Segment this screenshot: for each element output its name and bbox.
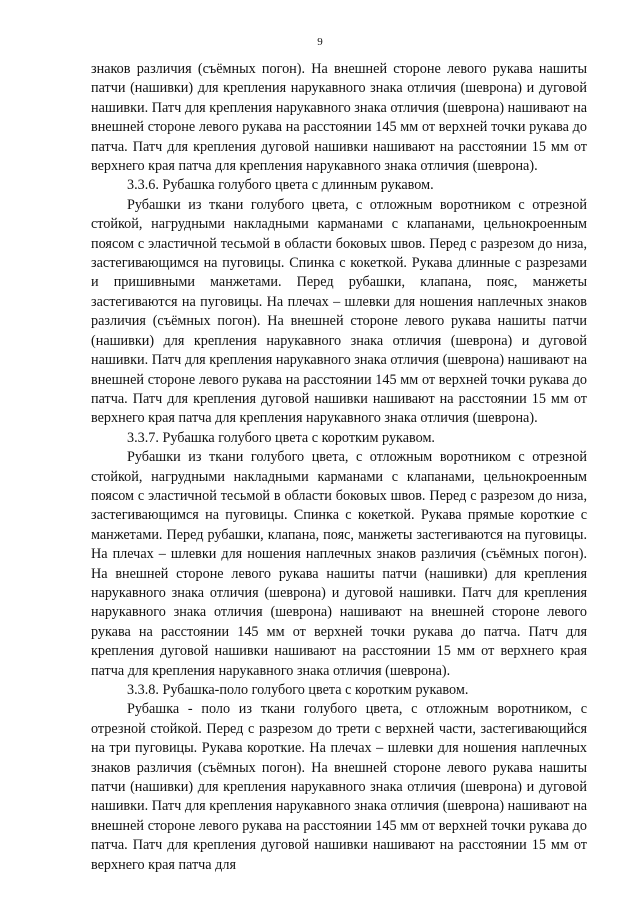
paragraph-continuation: знаков различия (съёмных погон). На внешней стороне левого рукава нашиты патчи (нашивки) для крепления нарукавного знака отличия (шеврона) и дуговой нашивки. Патч для крепления нарукавного знака отличия (шеврона) нашивают на внешней стороне левого рукава на расстоянии 145 мм от верхней точки рукава до патча. Патч для крепления дуговой нашивки нашивают на расстоянии 15 мм от верхнего края патча для крепления нарукавного знака отличия (шеврона). (91, 61, 587, 175)
section-heading-3-3-8: 3.3.8. Рубашка-поло голубого цвета с коротким рукавом. (127, 682, 469, 698)
paragraph-short-sleeve-shirt: Рубашки из ткани голубого цвета, с отложным воротником с отрезной стойкой, нагрудными накладными карманами с клапанами, цельнокроенным поясом с эластичной тесьмой в области боковых швов. Перед с разрезом до низа, застегивающимся на пуговицы. Спинка с кокеткой. Рукава прямые короткие с манжетами. Перед рубашки, клапана, пояс, манжеты застегиваются на пуговицы. На плечах – шлевки для ношения наплечных знаков различия (съёмных погон). На внешней стороне левого рукава нашиты патчи (нашивки) для крепления нарукавного знака отличия (шеврона) и дуговой нашивки. Патч для крепления нарукавного знака отличия (шеврона) нашивают на внешней стороне левого рукава на расстоянии 145 мм от верхней точки рукава до патча. Патч для крепления дуговой нашивки нашивают на расстоянии 15 мм от верхнего края патча для крепления нарукавного знака отличия (шеврона). (91, 449, 587, 679)
section-heading-3-3-6: 3.3.6. Рубашка голубого цвета с длинным рукавом. (127, 177, 434, 194)
paragraph-long-sleeve-shirt: Рубашки из ткани голубого цвета, с отложным воротником с отрезной стойкой, нагрудными накладными карманами с клапанами, цельнокроенным поясом с эластичной тесьмой в области боковых швов. Перед с разрезом до низа, застегивающимся на пуговицы. Спинка с кокеткой. Рукава длинные с разрезами и пришивными манжетами. Перед рубашки, клапана, пояс, манжеты застегиваются на пуговицы. На плечах – шлевки для ношения наплечных знаков различия (съёмных погон). На внешней стороне левого рукава нашиты патчи (нашивки) для крепления нарукавного знака отличия (шеврона) и дуговой нашивки. Патч для крепления нарукавного знака отличия (шеврона) нашивают на внешней стороне левого рукава на расстоянии 145 мм от верхней точки рукава до патча. Патч для крепления дуговой нашивки нашивают на расстоянии 15 мм от верхнего края патча для крепления нарукавного знака отличия (шеврона). (91, 196, 587, 427)
document-body (91, 60, 587, 875)
page-number: 9 (317, 36, 323, 48)
paragraph-polo-shirt: Рубашка - поло из ткани голубого цвета, с отложным воротником, с отрезной стойкой. Перед с разрезом до трети с верхней части, застегивающийся на три пуговицы. Рукава короткие. На плечах – шлевки для ношения наплечных знаков различия (съёмных погон). На внешней стороне левого рукава нашиты патчи (нашивки) для крепления нарукавного знака отличия (шеврона) и дуговой нашивки. Патч для крепления нарукавного знака отличия (шеврона) нашивают на внешней стороне левого рукава на расстоянии 145 мм от верхней точки рукава до патча. Патч для крепления дуговой нашивки нашивают на расстоянии 15 мм от верхнего края патча для (91, 701, 587, 873)
section-heading-3-3-7: 3.3.7. Рубашка голубого цвета с коротким рукавом. (127, 429, 435, 446)
